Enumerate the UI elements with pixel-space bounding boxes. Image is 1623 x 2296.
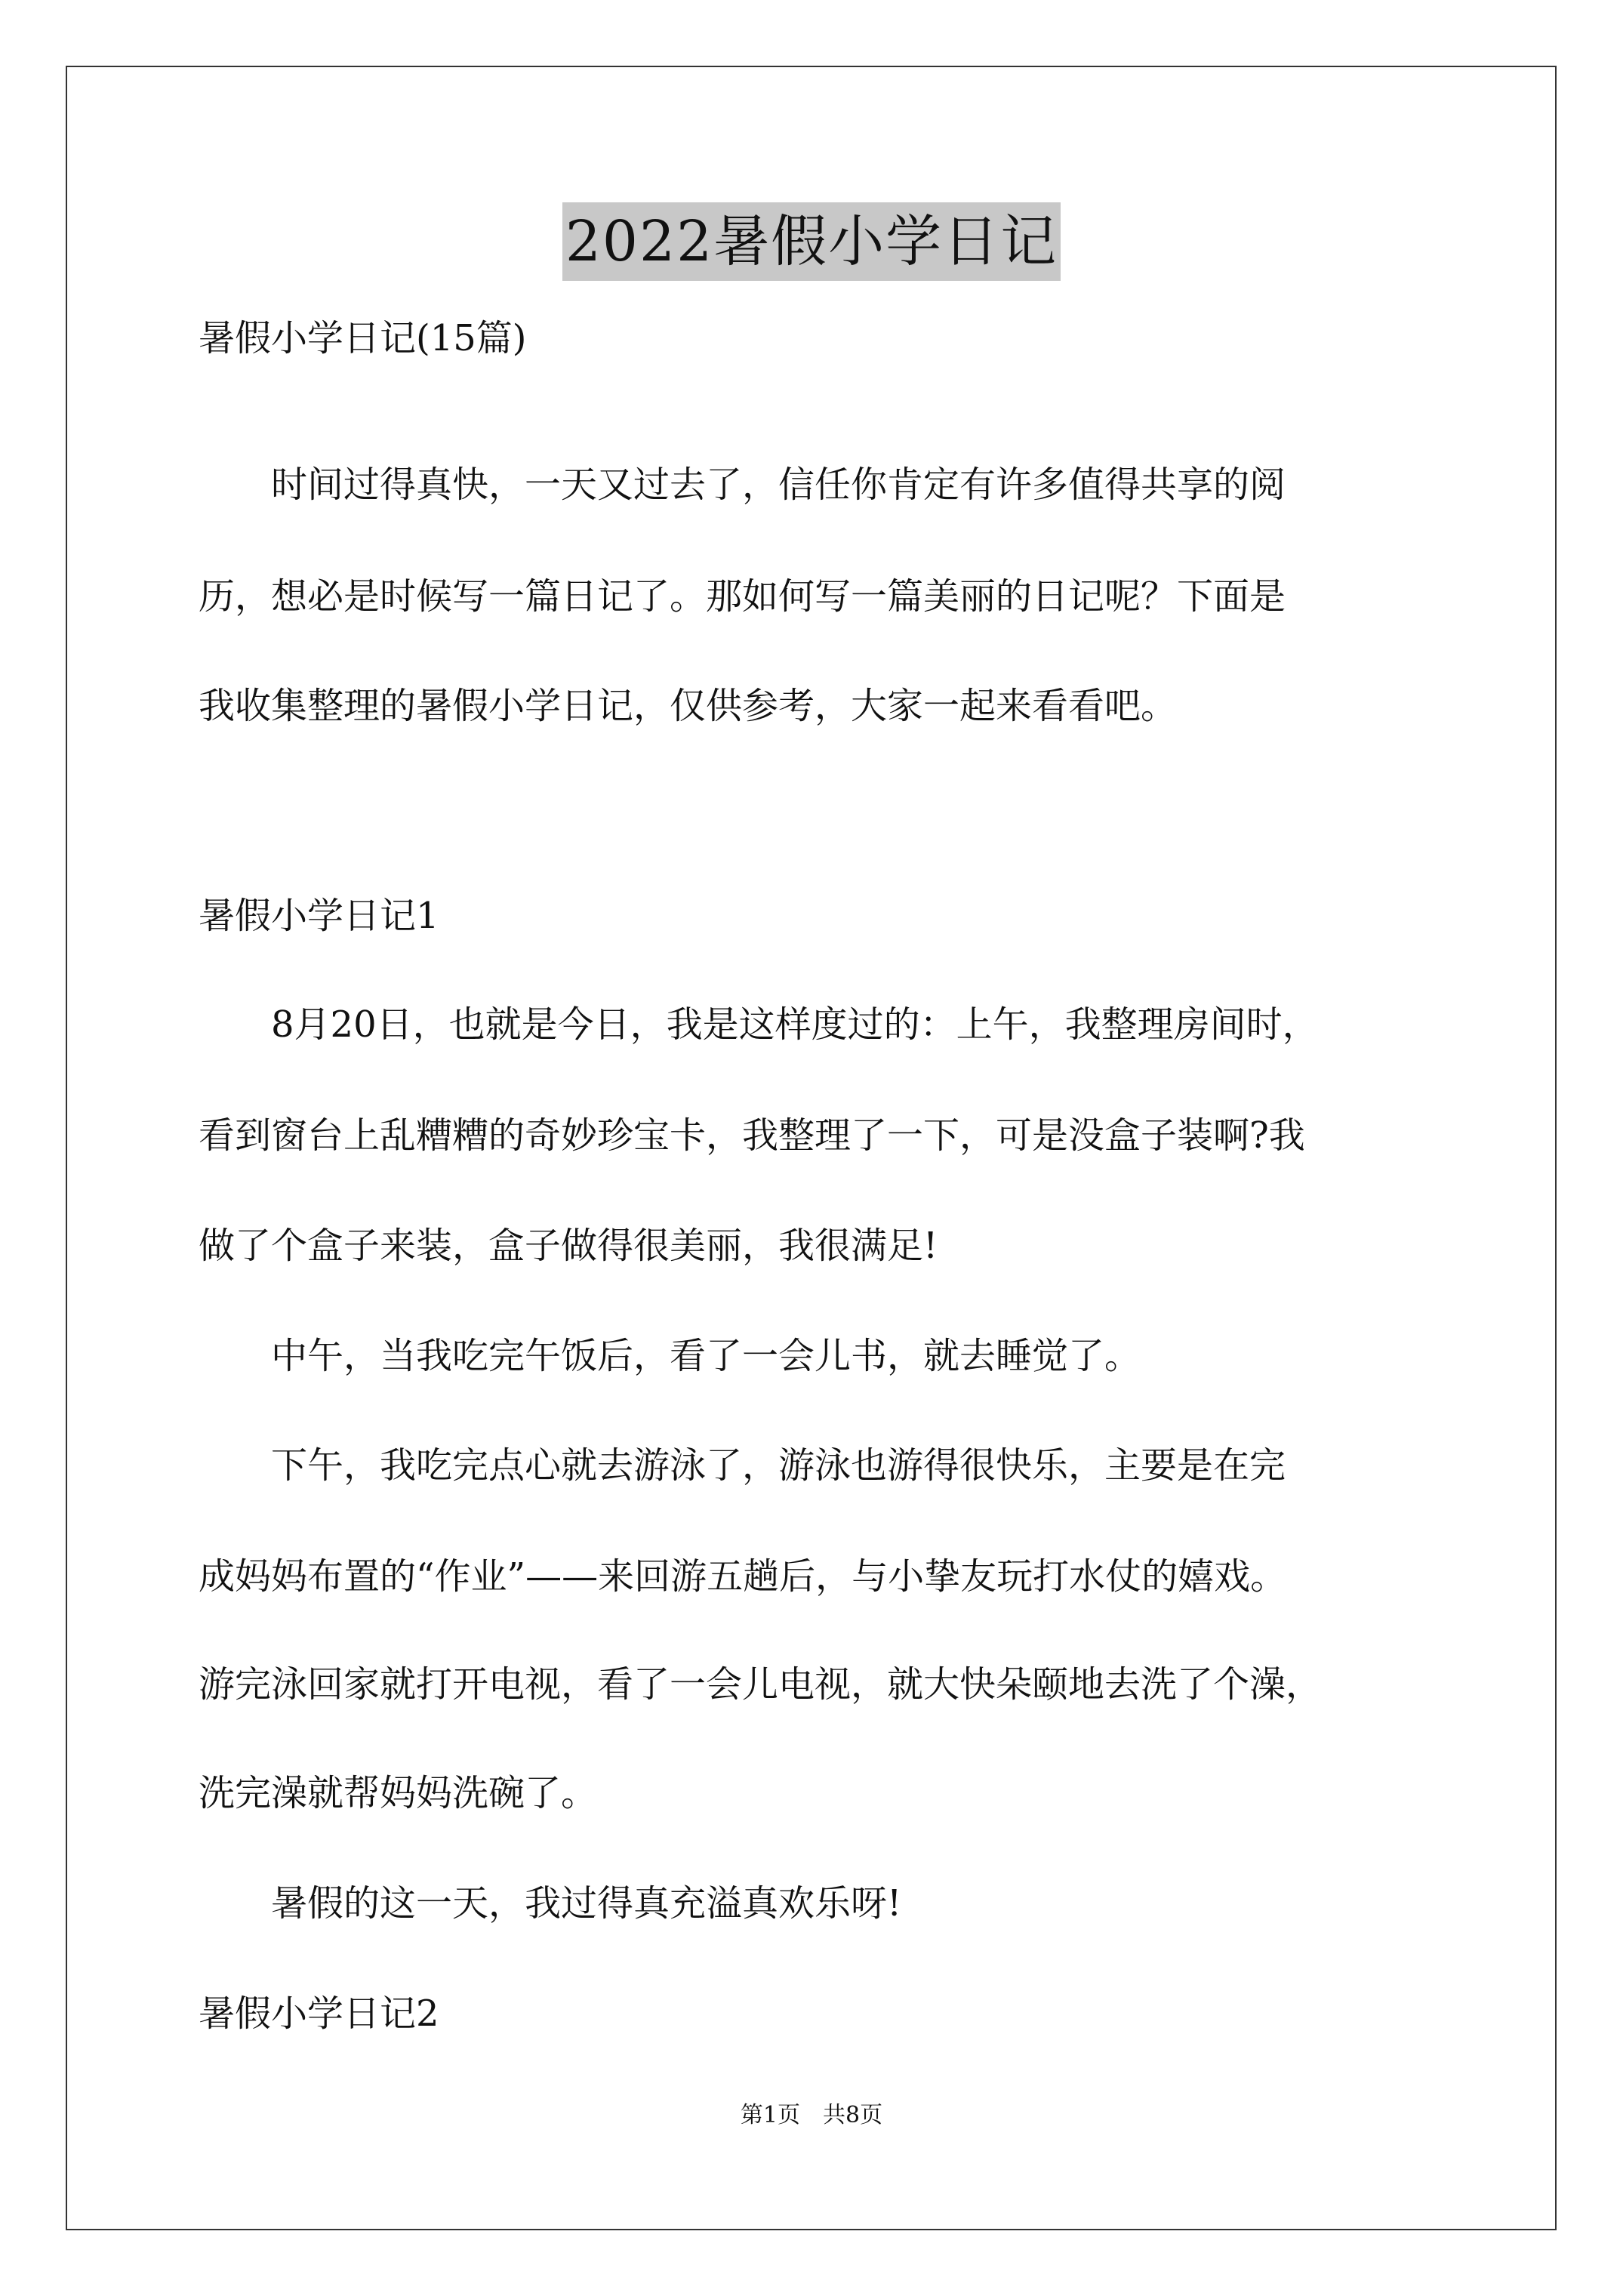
section-heading: 暑假小学日记1 [199, 895, 439, 937]
title-container [0, 202, 1623, 281]
paragraph-line: 成妈妈布置的“作业”——来回游五趟后，与小挚友玩打水仗的嬉戏。 [199, 1555, 1287, 1598]
paragraph-line: 8月20日，也就是今日，我是这样度过的：上午，我整理房间时， [199, 1003, 1319, 1046]
paragraph-line: 我收集整理的暑假小学日记，仅供参考，大家一起来看看吧。 [199, 685, 1178, 727]
paragraph-line: 时间过得真快，一天又过去了，信任你肯定有许多值得共享的阅 [199, 464, 1286, 506]
document-title: 2022暑假小学日记 [562, 202, 1061, 281]
paragraph-line: 历，想必是时候写一篇日记了。那如何写一篇美丽的日记呢？下面是 [199, 575, 1286, 618]
section-heading: 暑假小学日记2 [199, 1992, 439, 2035]
paragraph-line: 下午，我吃完点心就去游泳了，游泳也游得很快乐，主要是在完 [199, 1444, 1286, 1487]
subtitle-line: 暑假小学日记(15篇) [199, 317, 527, 359]
paragraph-line: 中午，当我吃完午饭后，看了一会儿书，就去睡觉了。 [199, 1335, 1141, 1377]
paragraph-line: 洗完澡就帮妈妈洗碗了。 [199, 1772, 598, 1814]
paragraph-line: 游完泳回家就打开电视，看了一会儿电视，就大快朵颐地去洗了个澡， [199, 1663, 1323, 1706]
page-footer: 第1页 共8页 [740, 2102, 883, 2128]
paragraph-line: 暑假的这一天，我过得真充溢真欢乐呀! [199, 1882, 902, 1925]
paragraph-line: 做了个盒子来装，盒子做得很美丽，我很满足! [199, 1225, 938, 1267]
paragraph-line: 看到窗台上乱糟糟的奇妙珍宝卡，我整理了一下，可是没盒子装啊?我 [199, 1114, 1305, 1157]
